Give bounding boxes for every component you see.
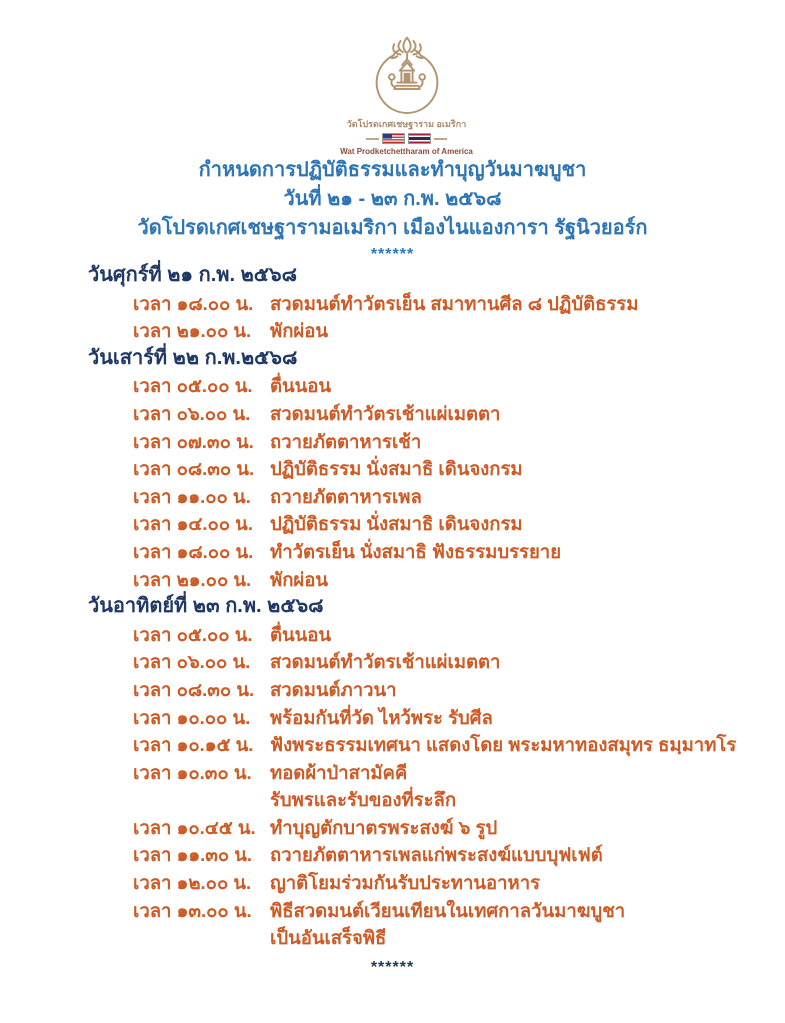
time-label: เวลา ๑๑.๓๐ น. <box>133 844 253 866</box>
schedule-row <box>0 621 785 649</box>
activity-label: ตื่นนอน <box>270 375 332 397</box>
lotus-temple-emblem-icon <box>367 36 447 118</box>
time-label: เวลา ๑๐.๔๕ น. <box>133 816 256 838</box>
time-label: เวลา ๑๑.๐๐ น. <box>133 485 251 507</box>
temple-thai-name: วัดโปรดเกศเชษฐาราม อเมริกา <box>346 119 467 129</box>
time-label: เวลา ๑๐.๐๐ น. <box>133 706 251 728</box>
activity-label: ถวายภัตตาหารเช้า <box>270 430 422 452</box>
schedule-row <box>0 455 785 483</box>
time-label: เวลา ๐๖.๐๐ น. <box>133 402 251 424</box>
time-label: เวลา ๐๖.๐๐ น. <box>133 651 251 673</box>
time-label: เวลา ๐๗.๓๐ น. <box>133 430 254 452</box>
schedule-row <box>0 566 785 594</box>
time-label: เวลา ๑๘.๐๐ น. <box>133 540 254 562</box>
schedule-row <box>0 400 785 428</box>
schedule-row <box>0 841 785 869</box>
time-label: เวลา ๑๐.๓๐ น. <box>133 761 252 783</box>
page-title: กำหนดการปฏิบัติธรรมและทำบุญวันมาฆบูชา <box>198 159 587 181</box>
schedule-row <box>0 759 785 787</box>
time-label: เวลา ๐๕.๐๐ น. <box>133 623 253 645</box>
time-label: เวลา ๑๘.๐๐ น. <box>133 292 254 314</box>
time-label: เวลา ๐๘.๓๐ น. <box>133 458 255 480</box>
schedule-row <box>0 731 785 759</box>
schedule-row-continuation <box>0 924 785 952</box>
flag-divider-right <box>434 138 447 140</box>
schedule-row <box>0 372 785 400</box>
flag-row <box>366 133 447 144</box>
schedule-row <box>0 428 785 456</box>
date-range: วันที่ ๒๑ - ๒๓ ก.พ. ๒๕๖๘ <box>283 188 502 210</box>
time-label <box>133 924 270 952</box>
schedule-row <box>0 897 785 925</box>
time-label: เวลา ๐๕.๐๐ น. <box>133 375 253 397</box>
schedule-row <box>0 704 785 732</box>
activity-label: ฟังพระธรรมเทศนา แสดงโดย พระมหาทองสมุทร ธมฺมาทโร <box>270 734 737 756</box>
time-label: เวลา ๑๒.๐๐ น. <box>133 872 252 894</box>
schedule-row <box>0 317 785 345</box>
schedule-row <box>0 676 785 704</box>
document-heading <box>0 156 785 267</box>
activity-label: ปฏิบัติธรรม นั่งสมาธิ เดินจงกรม <box>270 458 523 480</box>
activity-label: พร้อมกันที่วัด ไหว้พระ รับศีล <box>270 706 493 728</box>
activity-label: สวดมนต์ทำวัตรเช้าแผ่เมตตา <box>270 402 501 424</box>
time-label: เวลา ๒๑.๐๐ น. <box>133 320 252 342</box>
activity-label: ถวายภัตตาหารเพลแก่พระสงฆ์แบบบุฟเฟต์ <box>270 844 603 866</box>
flag-divider-left <box>366 138 379 140</box>
activity-label: ทำบุญตักบาตรพระสงฆ์ ๖ รูป <box>270 816 498 838</box>
activity-label: ถวายภัตตาหารเพล <box>270 485 422 507</box>
activity-label: ตื่นนอน <box>270 623 332 645</box>
activity-label: พักผ่อน <box>270 568 328 590</box>
activity-label: พักผ่อน <box>270 320 328 342</box>
temple-english-name: Wat Prodketchettharam of America <box>340 147 473 156</box>
thai-flag-icon <box>408 133 431 144</box>
separator-top: ****** <box>370 246 415 263</box>
schedule-row <box>0 648 785 676</box>
activity-label: ทำวัตรเย็น นั่งสมาธิ ฟังธรรมบรรยาย <box>270 540 562 562</box>
schedule-row <box>0 869 785 897</box>
venue-line: วัดโปรดเกศเชษฐารามอเมริกา เมืองไนแองการา รัฐนิวยอร์ก <box>137 217 648 239</box>
activity-label: ญาติโยมร่วมกันรับประทานอาหาร <box>270 872 541 894</box>
time-label: เวลา ๒๑.๐๐ น. <box>133 568 252 590</box>
activity-label: ปฏิบัติธรรม นั่งสมาธิ เดินจงกรม <box>270 513 523 535</box>
schedule-row <box>0 483 785 511</box>
schedule-row <box>0 538 785 566</box>
activity-label: รับพรและรับของที่ระลึก <box>270 789 457 811</box>
temple-logo <box>0 36 785 156</box>
schedule <box>0 262 785 981</box>
schedule-row <box>0 510 785 538</box>
time-label: เวลา ๑๐.๑๕ น. <box>133 734 254 756</box>
schedule-row-continuation <box>0 786 785 814</box>
activity-label: เป็นอันเสร็จพิธี <box>270 927 387 949</box>
time-label <box>133 786 270 814</box>
day-header-saturday: วันเสาร์ที่ ๒๒ ก.พ.๒๕๖๘ <box>88 346 298 369</box>
activity-label: สวดมนต์ทำวัตรเช้าแผ่เมตตา <box>270 651 501 673</box>
activity-label: ทอดผ้าป่าสามัคคี <box>270 761 408 783</box>
us-flag-icon <box>382 133 405 144</box>
time-label: เวลา ๑๓.๐๐ น. <box>133 899 252 921</box>
schedule-row <box>0 814 785 842</box>
activity-label: สวดมนต์ทำวัตรเย็น สมาทานศีล ๘ ปฏิบัติธรรม <box>270 292 639 314</box>
day-header-friday: วันศุกร์ที่ ๒๑ ก.พ. ๒๕๖๘ <box>88 264 298 286</box>
time-label: เวลา ๐๘.๓๐ น. <box>133 678 255 700</box>
activity-label: พิธีสวดมนต์เวียนเทียนในเทศกาลวันมาฆบูชา <box>270 899 626 921</box>
separator-bottom: ****** <box>370 958 415 976</box>
schedule-row <box>0 290 785 318</box>
time-label: เวลา ๑๔.๐๐ น. <box>133 513 253 535</box>
day-header-sunday: วันอาทิตย์ที่ ๒๓ ก.พ. ๒๕๖๘ <box>88 595 324 618</box>
activity-label: สวดมนต์ภาวนา <box>270 678 397 700</box>
